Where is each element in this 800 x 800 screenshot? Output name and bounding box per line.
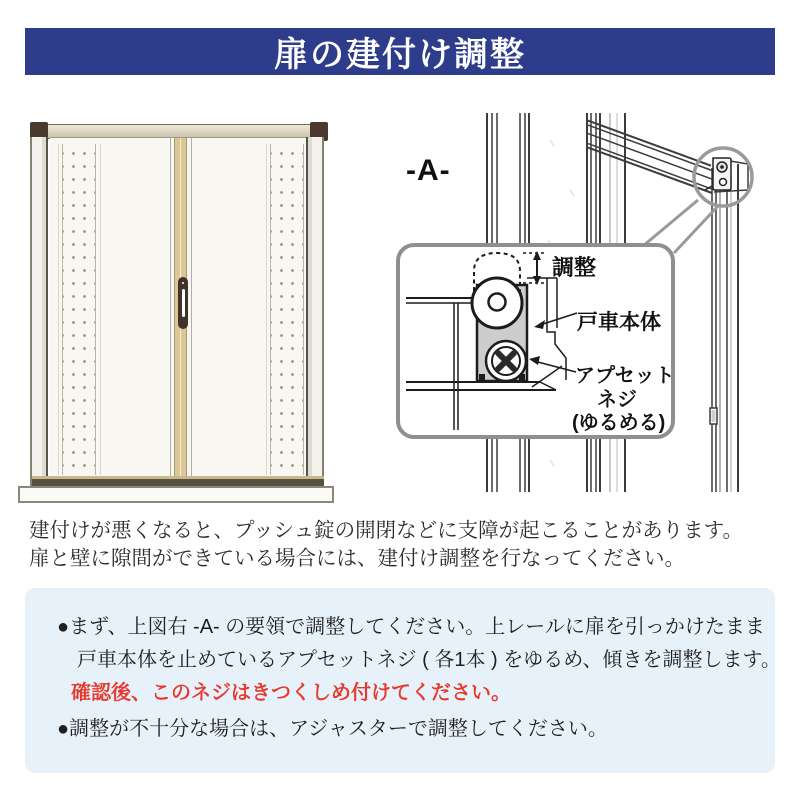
door-bottom-rail <box>32 479 324 486</box>
page-title: 扉の建付け調整 <box>274 36 526 74</box>
screw-label-line3: (ゆるめる) <box>572 412 666 434</box>
door-frame-post-right <box>306 137 324 487</box>
upset-screw <box>486 341 526 381</box>
roller-body-label: 戸車本体 <box>577 311 661 334</box>
notes-box <box>25 588 781 773</box>
door-handle <box>178 277 188 329</box>
vent-hole-column-left <box>62 144 96 475</box>
door-frame-post-left <box>30 137 48 487</box>
note1-line1: ●まず、上図右 -A- の要領で調整してください。上レールに扉を引っかけたまま <box>57 616 765 638</box>
door-illustration <box>18 116 336 506</box>
screw-label-line1: アプセット <box>575 365 675 387</box>
intro-paragraph <box>29 517 789 573</box>
section-label-a: -A- <box>406 154 451 187</box>
note1-line2: 戸車本体を止めているアプセットネジ ( 各1本 ) をゆるめ、傾きを調整します。 <box>77 649 781 671</box>
vent-hole-column-right <box>270 144 304 475</box>
panel-line <box>100 144 101 475</box>
adjust-label: 調整 <box>552 255 597 280</box>
intro-line1: 建付けが悪くなると、プッシュ錠の開閉などに支障が起こることがあります。 <box>29 519 744 542</box>
note1-warning: 確認後、このネジはきつくしめ付けてください。 <box>71 682 511 704</box>
panel-line <box>266 144 267 475</box>
handle-dot <box>182 282 184 284</box>
door-sill <box>18 486 334 503</box>
panel-line <box>58 144 59 475</box>
door-panels <box>50 137 306 480</box>
intro-line2: 扉と壁に隙間ができている場合には、建付け調整を行なってください。 <box>29 547 685 570</box>
roller-corner-detail <box>705 158 731 190</box>
page-header <box>25 28 775 75</box>
stile-line <box>170 138 171 481</box>
stile-line <box>191 138 192 481</box>
note2-line1: ●調整が不十分な場合は、アジャスターで調整してください。 <box>57 718 608 740</box>
handle-slot <box>182 289 185 317</box>
screw-label-line2: ネジ <box>597 389 637 411</box>
